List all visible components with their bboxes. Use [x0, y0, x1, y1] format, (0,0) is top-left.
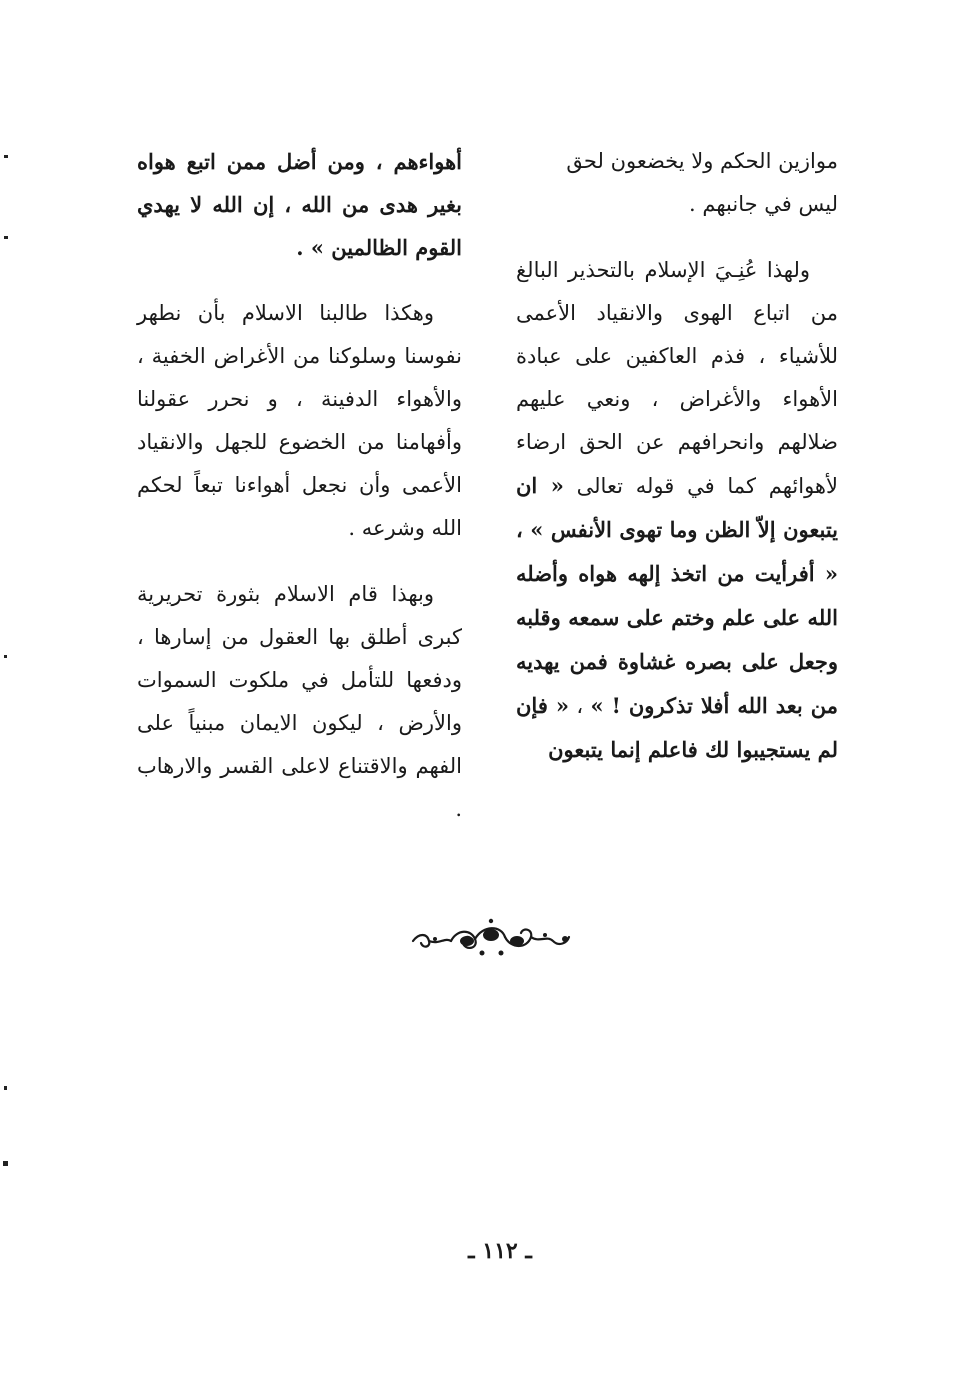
scan-mark [4, 155, 8, 158]
floral-ornament-icon [405, 915, 575, 961]
separator: ، [569, 694, 584, 718]
quran-quote: « ان يتبعون إلاّ الظن وما تهوى الأنفس » ، [516, 473, 838, 542]
right-paragraph-1 [516, 140, 838, 226]
text-line: ضلالهم وانحرافهم عن الحق ارضاء [516, 430, 838, 454]
left-paragraph-1: أهواءهم ، ومن أضل ممن اتبع هواه بغير هدى من الله ، إن الله لا يهدي القوم الظالمين » . [137, 149, 462, 260]
text-line: ليس في جانبهم . [689, 192, 838, 216]
right-paragraph-2 [516, 249, 838, 772]
text-line: لأهوائهم كما في قوله تعالى [576, 474, 838, 498]
scan-mark [4, 236, 8, 239]
scan-mark [3, 1161, 8, 1166]
text-line: للأشياء ، فذم العاكفين على عبادة [516, 344, 838, 368]
text-line: ولهذا عُنِـيَ الإسلام بالتحذير [568, 258, 810, 282]
page-number: ـ ١١٢ ـ [468, 1238, 532, 1264]
left-paragraph-3: وبهذا قام الاسلام بثورة تحريرية كبرى أطلق بها العقول من إسارها ، ودفعها للتأمل في ملكوت السموات والأرض ، ليكون الايمان مبنياً على الفهم والاقتناع لاعلى القسر والارهاب . [137, 582, 462, 821]
scan-mark [4, 1086, 7, 1090]
text-line: موازين الحكم ولا يخضعون لحق [566, 149, 838, 173]
quran-quote: « أفرأيت من اتخذ إلهه هواه وأضله الله على علم وختم على سمعه وقلبه وجعل على بصره غشاوة فمن يهديه من بعد الله أفلا تذكرون ! » [516, 561, 839, 718]
left-column [137, 140, 462, 831]
text-line: البالغ من اتباع الهوى والانقياد الأعمى [516, 258, 838, 325]
quran-quote: « فإن لم يستجيبوا لك فاعلم إنما يتبعون [516, 693, 838, 762]
text-line: الأهواء والأغراض ، ونعي عليهم [516, 387, 838, 411]
scan-mark [4, 655, 7, 658]
right-column [516, 140, 838, 772]
left-paragraph-2: وهكذا طالبنا الاسلام بأن نطهر نفوسنا وسلوكنا من الأغراض الخفية ، والأهواء الدفينة ، و نحرر عقولنا وأفهامنا من الخضوع للجهل والانقياد الأعمى وأن نجعل أهواءنا تبعاً لحكم الله وشرعه . [137, 301, 462, 540]
